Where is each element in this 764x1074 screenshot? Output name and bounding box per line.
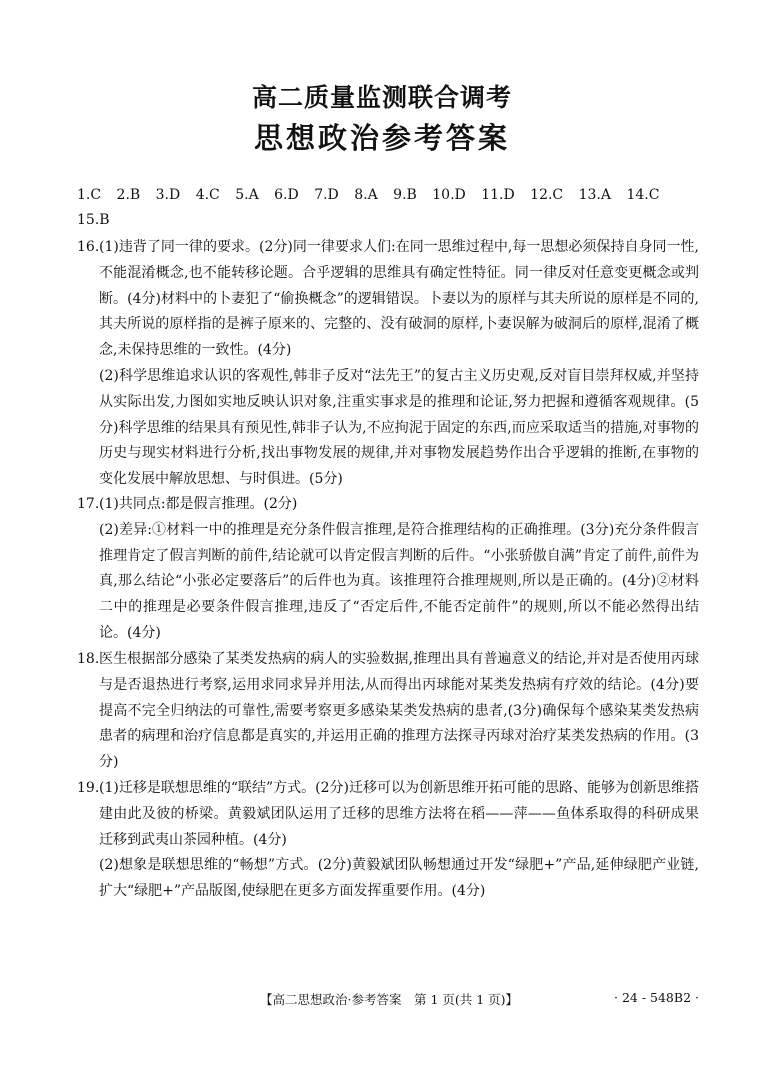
choice-answer: 4.C — [195, 187, 220, 203]
choice-answer: 7.D — [314, 187, 339, 203]
question-number: 17. — [77, 496, 100, 512]
choice-answer: 1.C — [77, 187, 102, 203]
choice-answer: 9.B — [393, 187, 417, 203]
document-subtitle: 思想政治参考答案 — [253, 121, 510, 155]
question-number: 19. — [77, 780, 100, 796]
answer-paragraph: (1)迁移是联想思维的“联结”方式。(2分)迁移可以为创新思维开拓可能的思路、能够为创新思维搭建由此及彼的桥梁。黄毅斌团队运用了迁移的思维方法将在稻——萍——鱼体系取得的科研成果迁移到武夷山茶园种植。(4分) — [99, 780, 699, 848]
choice-answer: 2.B — [116, 187, 141, 203]
choice-answer: 12.C — [530, 187, 564, 203]
question-17 — [77, 492, 699, 647]
choice-answer: 13.A — [578, 187, 611, 203]
choice-answers — [77, 183, 697, 233]
choice-answer: 15.B — [77, 212, 110, 228]
choice-answer: 11.D — [481, 187, 515, 203]
question-number: 16. — [77, 239, 100, 255]
answer-paragraph: (2)差异:①材料一中的推理是充分条件假言推理,是符合推理结构的正确推理。(3分)充分条件假言推理肯定了假言判断的前件,结论就可以肯定假言判断的后件。“小张骄傲自满”肯定了前件,前件为真,那么结论“小张必定要落后”的后件也为真。该推理符合推理规则,所以是正确的。(4分)②材料二中的推理是必要条件假言推理,违反了“否定后件,不能否定前件”的规则,所以不能必然得出结论。(4分) — [99, 521, 699, 641]
choice-answer: 14.C — [626, 187, 660, 203]
document-title: 高二质量监测联合调考 — [251, 83, 512, 112]
choice-answer: 3.D — [155, 187, 181, 203]
answer-paragraph: 医生根据部分感染了某类发热病的病人的实验数据,推理出具有普遍意义的结论,并对是否使用丙球与是否退热进行考察,运用求同求异并用法,从而得出丙球能对某类发热病有疗效的结论。(4分)要提高不完全归纳法的可靠性,需要考察更多感染某类发热病的患者,(3分)确保每个感染某类发热病患者的病理和治疗信息都是真实的,并运用正确的推理方法探寻丙球对治疗某类发热病的作用。(3分) — [99, 651, 699, 771]
answer-paragraph: (2)想象是联想思维的“畅想”方式。(2分)黄毅斌团队畅想通过开发“绿肥+”产品,延伸绿肥产业链,扩大“绿肥+”产品版图,使绿肥在更多方面发挥重要作用。(4分) — [99, 857, 699, 900]
document-code: · 24 - 548B2 · — [614, 990, 699, 1005]
answer-paragraph: (2)科学思维追求认识的客观性,韩非子反对“法先王”的复古主义历史观,反对盲目崇拜权威,并坚持从实际出发,力图如实地反映认识对象,注重实事求是的推理和论证,努力把握和遵循客观规律。(5分)科学思维的结果具有预见性,韩非子认为,不应拘泥于固定的东西,而应采取适当的措施,对事物的历史与现实材料进行分析,找出事物发展的规律,并对事物发展趋势作出合乎逻辑的推断,在事物的变化发展中解放思想、与时俱进。(5分) — [99, 367, 699, 488]
answer-paragraph: (1)违背了同一律的要求。(2分)同一律要求人们:在同一思维过程中,每一思想必须保持自身同一性,不能混淆概念,也不能转移论题。合乎逻辑的思维具有确定性特征。同一律反对任意变更概念或判断。(4分)材料中的卜妻犯了“偷换概念”的逻辑错误。卜妻以为的原样与其夫所说的原样是不同的,其夫所说的原样指的是裤子原来的、完整的、没有破洞的原样,卜妻误解为破洞后的原样,混淆了概念,未保持思维的一致性。(4分) — [99, 239, 699, 359]
choice-answer: 10.D — [432, 187, 466, 203]
choice-answer: 5.A — [235, 187, 259, 203]
page-footer: 【高二思想政治·参考答案 第 1 页(共 1 页)】 — [260, 992, 519, 1007]
question-18 — [77, 647, 699, 776]
question-number: 18. — [77, 651, 100, 667]
choice-answer: 8.A — [354, 187, 378, 203]
choice-answer: 6.D — [274, 187, 299, 203]
question-19 — [77, 776, 699, 905]
answer-paragraph: (1)共同点:都是假言推理。(2分) — [99, 496, 298, 512]
question-16 — [77, 235, 699, 493]
